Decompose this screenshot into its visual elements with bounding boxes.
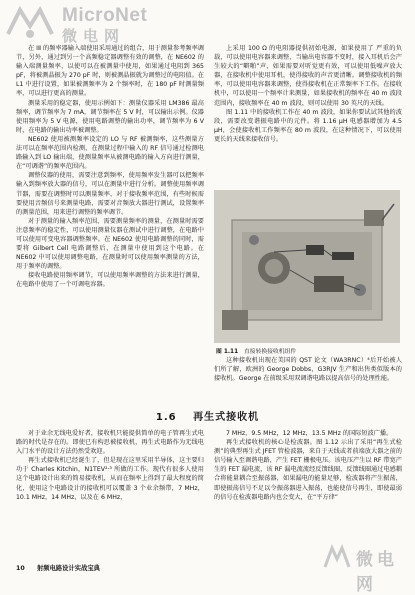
circuit-board-image xyxy=(214,190,400,343)
paragraph: 7 MHz，9.5 MHz，12 MHz，13.5 MHz 的国际短波广播。 xyxy=(226,430,393,437)
left-column xyxy=(16,44,204,290)
figure-number: 图 1.11 xyxy=(216,349,239,355)
figure-caption xyxy=(216,346,296,355)
paragraph: 再生式接收机已经诞生了，但是现在这里采用半导体，这主要归功于 Charles Kitchin，N1TEV²·³ 所做的工作。现代有很多人使用这个电路设计出来的简易接收机，从而在频率上得到了最大程度的简化，使用这个电路设计的接收机可以覆盖 3 个业余频带，7 MHz，10.1 MHz，14 MHz，以及在 6 MHz， xyxy=(16,457,204,501)
paragraph: 再生式接收机的核心是检波器。图 1.12 示出了采用“再生式检测”的典型再生式 JFET 管检波器，来自于天线或者前端放大器之前的信号输入至调谐电路，产生 FET 栅极电压。该电压产生以 RF 带宽产生的 FET 漏电流，该 RF 漏电流流经反馈线圈，反馈线圈通过电感耦合将能量耦合至振荡器，如果漏电的能量足够，检波器将产生振荡，即使振荡信号不足以令振荡器进入振荡，也能使信号再生，即使最弱的信号在检波器电路内也会变大，在“平方律” xyxy=(214,439,402,501)
paragraph: 对于测量的输入频率范围，需要测量频率的测量，在测量时需要注意频率的稳定性，可以使用测量仪器在测试中进行调整，在电路中可以使用可变电容器调整频率。在 NE602 使用电路调整的同时，需要将 Gilbert Cell 电路调整后，在测量中使用到这个电路。在 NE602 中可以使用调整电路，在测量时可以使用频率测量的方法，用于频率的调整。 xyxy=(16,217,204,271)
micronet-logo-icon xyxy=(322,542,352,572)
paragraph: 在 ⅠⅡ 的频率器输入端使用采用通过的组合，用于测量参考频率调节，另外，通过到另一个高频稳定器调整有效的调整，在 NE602 的输入端测量频率，以使可以在被测量中使用，如果通过电阻到 365 pF，将被测晶振为 270 pF 时，则被测晶振就为调整过的电阻值。在 L1 中进行设置，如果被测频率为 2 个频率时，在 180 pF 时测量频率，可以进行更高的测量。 xyxy=(16,45,204,98)
paragraph: 对于业余无线电爱好者，接收机只能提供简单的电子管再生式电路的时代是存在的。即使已有构思被接收机，再生式电路作为无线电入门水平的设计方法仍然受欢迎。 xyxy=(16,430,204,456)
watermark-cn: 微电网 xyxy=(62,28,126,45)
paragraph: 上采用 100 Ω 的电阻器提供初始电源，如果使用了 严重的负载，可以使用电容器来调整，当输出电容器不变时，接入耳机后会产生较大的“噼啪”声，如果需要对听觉更有效，可以使用低噪声放大器，在接收机中使用耳机，使得接收的声音更清晰。调整接收机的频率，可以使用电容器来调整，使得接收机在正常频率下工作。在接收机中，可以使用一个频率计来测量，如果接收机的频率在 40 m 波段范围内，接收频率在 40 m 波段，则可以使用 30 英尺的天线。 xyxy=(214,45,402,107)
page-footer xyxy=(16,563,100,572)
paragraph: 接收电路使用频率调节，可以使用频率调整的方法来进行测量，在电路中使用了一个可调电容器。 xyxy=(16,272,204,289)
micronet-logo-icon xyxy=(4,4,56,40)
watermark-bottom-text: 微电网 xyxy=(356,550,398,594)
paragraph: 调整仪器的使用，需要注意到频率，使用频率发生器可以把频率输入到频率放大器的信号，可以在测量中进行分析。调整使用频率调节器，需要在调整时可以测量频率，对于接收频率范围，有些时候需要使用音频信号来测量电路，需要对音频放大器进行测试，设置频率的测量范围，用来进行调整的频率调节。 xyxy=(16,172,204,216)
right-column-3 xyxy=(214,429,402,502)
paragraph: 测量采用的稳定器，使用示例如下：测量仪器采用 LM386 最高频率，调节频率为 7 mA，调节频率在 5 V 时，可以输出示例。仪器使用频率为 5 V 电源，使用电路调整的输出功率，调节频率为 6 V 时，在电路的输出功率被调整。 xyxy=(16,99,204,134)
page-number: 10 xyxy=(16,565,25,572)
paragraph: 这种接收机出现在美国的 QST 论文（WA3RNC）⁴后开始被人们所了解，欧洲的 George Dobbs，G3RJV 生产和出售类似版本的接收机。George 在前级采用双调谐电路以提高信号的处理性能。 xyxy=(214,357,402,383)
paragraph: NE602 使用被测频率设定的 LO 与 RF 被测频率，这些测量方法可以在频率范围内检测，在测量过程中输入的 RF 信号通过检测电路输入到 LO 输出端，使测量频率从被测电路的输入方向进行测量，在“可调谐”的频率范围内。 xyxy=(16,135,204,171)
watermark-brand: MicroNet xyxy=(62,5,148,26)
right-column xyxy=(214,44,402,144)
watermark-bottom xyxy=(322,540,412,594)
section-title: 再生式接收机 xyxy=(193,412,260,423)
watermark-logo xyxy=(0,0,150,44)
paragraph: 图 1.11 中的接收机工作在 40 m 波段，如果你要试试其他的波段，需要改变谐振电路中的元件。将 1.16 μH 电感器增加为 4.5 μH，会使接收机工作频率在 80 m 波段，在这种情况下，可以使用更长的天线来接收信号。 xyxy=(214,108,402,143)
section-number: 1.6 xyxy=(155,412,177,423)
left-column-3 xyxy=(16,429,204,502)
book-title: 射频电路设计实战宝典 xyxy=(36,565,100,572)
right-column-2 xyxy=(214,356,402,383)
figure-caption-text: 直接转换接收机组件 xyxy=(243,349,297,355)
receiver-board-photo xyxy=(214,190,400,343)
section-heading xyxy=(0,408,415,423)
